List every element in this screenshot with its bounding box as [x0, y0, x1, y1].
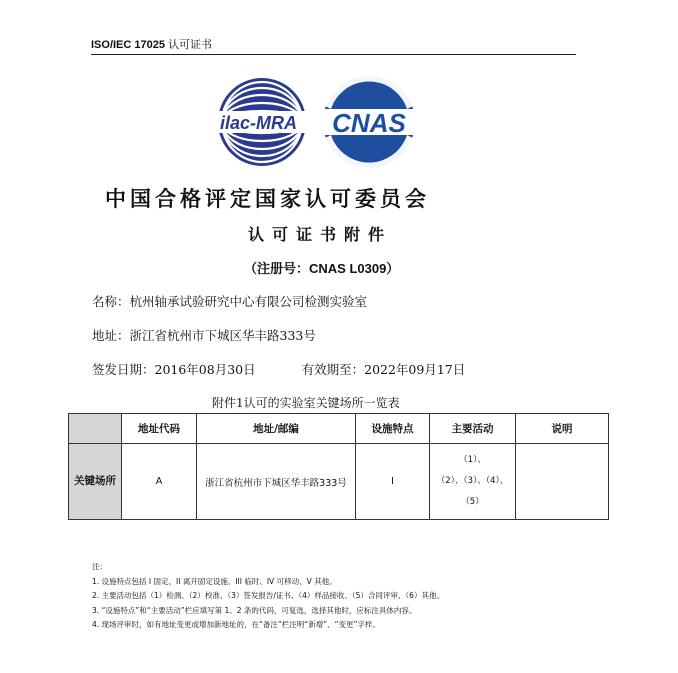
ilac-mra-logo	[218, 78, 310, 166]
cnas-logo-text: CNAS	[332, 108, 406, 138]
table-corner-cell	[69, 414, 122, 444]
row-header: 关键场所	[69, 444, 122, 520]
cell-address: 浙江省杭州市下城区华丰路333号	[197, 444, 356, 520]
header-standard: ISO/IEC 17025	[91, 39, 165, 51]
ilac-logo-text: ilac-MRA	[220, 113, 298, 133]
notes	[92, 560, 612, 633]
activity-line: （5）	[461, 497, 484, 507]
registration-number: （注册号：CNAS L0309）	[244, 261, 400, 276]
column-header: 地址代码	[122, 414, 197, 444]
lab-address: 地址：浙江省杭州市下城区华丰路333号	[92, 328, 316, 343]
note-item: 4. 现场评审时，如有地址变更或增加新地址的，在“备注”栏注明“新增”、“变更”字样。	[92, 620, 380, 630]
valid-until: 有效期至：2022年09月17日	[301, 362, 466, 377]
column-header: 说明	[516, 414, 609, 444]
note-item: 2. 主要活动包括（1）检测、（2）校准、（3）签发报告/证书、（4）样品接收、（5）合同评审、（6）其他。	[92, 591, 444, 601]
column-header: 主要活动	[430, 414, 516, 444]
table-header-row	[69, 414, 609, 444]
note-item: 1. 设施特点包括 I 固定、II 离开固定设施、III 临时、IV 可移动、V 其他。	[92, 576, 337, 586]
cell-facility: I	[356, 444, 430, 520]
issue-date: 签发日期：2016年08月30日	[92, 362, 256, 377]
column-header: 设施特点	[356, 414, 430, 444]
cell-code: A	[122, 444, 197, 520]
table-caption: 附件1认可的实验室关键场所一览表	[212, 396, 400, 410]
cnas-logo	[321, 73, 417, 170]
cell-activities	[430, 444, 516, 520]
table-row	[69, 444, 609, 520]
date-line	[92, 360, 465, 378]
logo-group	[218, 72, 423, 172]
key-sites-table	[68, 413, 609, 520]
header-label: 认可证书	[168, 39, 213, 51]
page-header	[91, 36, 576, 55]
accreditation-logos	[218, 72, 423, 172]
lab-name: 名称：杭州轴承试验研究中心有限公司检测实验室	[92, 294, 368, 309]
notes-heading: 注：	[92, 562, 107, 571]
note-item: 3. “设施特点”和“主要活动”栏应填写第 1、2 条的代码，可复选，选择其他时，应标注具体内容。	[92, 605, 417, 615]
page-title: 中国合格评定国家认可委员会	[105, 187, 430, 211]
page-subtitle: 认可证书附件	[248, 225, 393, 244]
activity-line: （1）、	[459, 455, 486, 465]
activity-line: （2）、（3）、（4）、	[436, 476, 509, 486]
cell-remark	[516, 444, 609, 520]
column-header: 地址/邮编	[197, 414, 356, 444]
